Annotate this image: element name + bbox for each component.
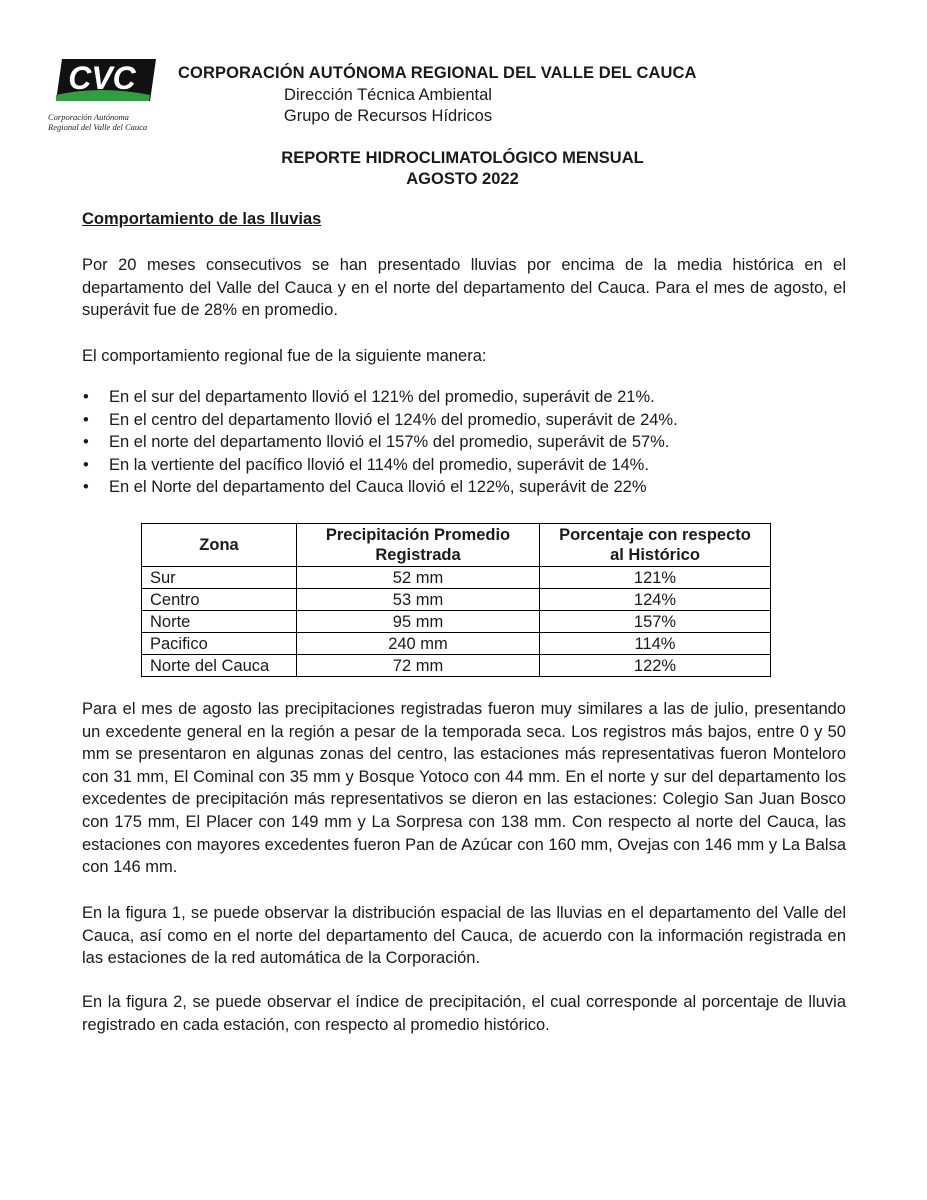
header-porcentaje [540,524,771,567]
cell-precip: 52 mm [297,567,540,589]
bullet-text: En el centro del departamento llovió el 124% del promedio, superávit de 24%. [109,410,678,429]
bullet-icon: • [83,455,89,474]
logo-caption-line1: Corporación Autónoma [48,112,129,122]
direction-name: Dirección Técnica Ambiental [284,86,492,104]
bullet-text: En el Norte del departamento del Cauca llovió el 122%, superávit de 22% [109,478,647,497]
header-precip-line2: Registrada [375,546,461,564]
bullet-text: En la vertiente del pacífico llovió el 114% del promedio, superávit de 14%. [109,455,649,474]
organization-name: CORPORACIÓN AUTÓNOMA REGIONAL DEL VALLE DEL CAUCA [178,64,697,82]
figure1-paragraph: En la figura 1, se puede observar la distribución espacial de las lluvias en el departamento del Valle del Cauca, así como en el norte del departamento del Cauca, de acuerdo con la información registrada en las estaciones de la red automática de la Corporación. [82,904,846,968]
list-item [82,431,842,454]
bullet-icon: • [83,388,89,406]
cell-pct: 122% [540,655,771,677]
cell-precip: 95 mm [297,611,540,633]
table-row [142,611,771,633]
logo-letters: CVC [68,60,136,96]
bullet-text: En el norte del departamento llovió el 157% del promedio, superávit de 57%. [109,433,670,452]
cell-zona: Pacifico [142,633,297,655]
list-item [82,409,842,432]
table-row [142,655,771,677]
report-period: AGOSTO 2022 [406,170,519,188]
logo-caption-line2: Regional del Valle del Cauca [48,122,148,132]
cell-pct: 157% [540,611,771,633]
section-heading: Comportamiento de las lluvias [82,210,322,228]
list-item [82,454,842,477]
header-zona: Zona [142,524,297,567]
header-precip-line1: Precipitación Promedio [325,526,511,544]
table-header-row [142,524,771,567]
table-row [142,589,771,611]
cvc-logo-mark [50,55,160,115]
bullet-icon: • [83,478,89,497]
cell-precip: 72 mm [297,655,540,677]
cell-pct: 124% [540,589,771,611]
bullet-text: En el sur del departamento llovió el 121% del promedio, superávit de 21%. [109,388,655,406]
cell-zona: Norte del Cauca [142,655,297,677]
bullet-icon: • [83,410,89,429]
precipitation-table [141,523,771,677]
table-row [142,567,771,589]
figure2-paragraph: En la figura 2, se puede observar el índice de precipitación, el cual corresponde al porcentaje de lluvia registrado en cada estación, con respecto al promedio histórico. [82,993,846,1034]
header-pct-line1: Porcentaje con respecto [559,526,751,544]
report-title: REPORTE HIDROCLIMATOLÓGICO MENSUAL [281,149,644,167]
cell-pct: 121% [540,567,771,589]
table-row [142,633,771,655]
list-item [82,476,842,499]
logo-caption [48,112,168,132]
cell-precip: 53 mm [297,589,540,611]
header-pct-line2: al Histórico [610,546,700,564]
cell-zona: Sur [142,567,297,589]
list-item [82,386,842,409]
group-name: Grupo de Recursos Hídricos [283,107,493,125]
cell-zona: Norte [142,611,297,633]
cell-pct: 114% [540,633,771,655]
bullet-icon: • [83,433,89,452]
intro-paragraph: Por 20 meses consecutivos se han presentado lluvias por encima de la media histórica en el departamento del Valle del Cauca y en el norte del departamento del Cauca. Para el mes de agosto, el superávit fue de 28% en promedio. [82,256,846,320]
august-detail-paragraph: Para el mes de agosto las precipitaciones registradas fueron muy similares a las de julio, presentando un excedente general en la región a pesar de la temporada seca. Los registros más bajos, entre 0 y 50 mm se presentaron en algunas zonas del centro, las estaciones más representativas fueron Monteloro con 31 mm, El Cominal con 35 mm y Bosque Yotoco con 44 mm. En el norte y sur del departamento los excedentes de precipitación más representativos se dieron en las estaciones: Colegio San Juan Bosco con 175 mm, El Placer con 149 mm y La Sorpresa con 138 mm. Con respecto al norte del Cauca, las estaciones con mayores excedentes fueron Pan de Azúcar con 160 mm, Ovejas con 146 mm y La Balsa con 146 mm. [82,700,846,877]
regional-intro: El comportamiento regional fue de la siguiente manera: [82,347,487,365]
header-precipitacion [297,524,540,567]
regional-bullet-list [82,386,842,499]
cell-zona: Centro [142,589,297,611]
cell-precip: 240 mm [297,633,540,655]
